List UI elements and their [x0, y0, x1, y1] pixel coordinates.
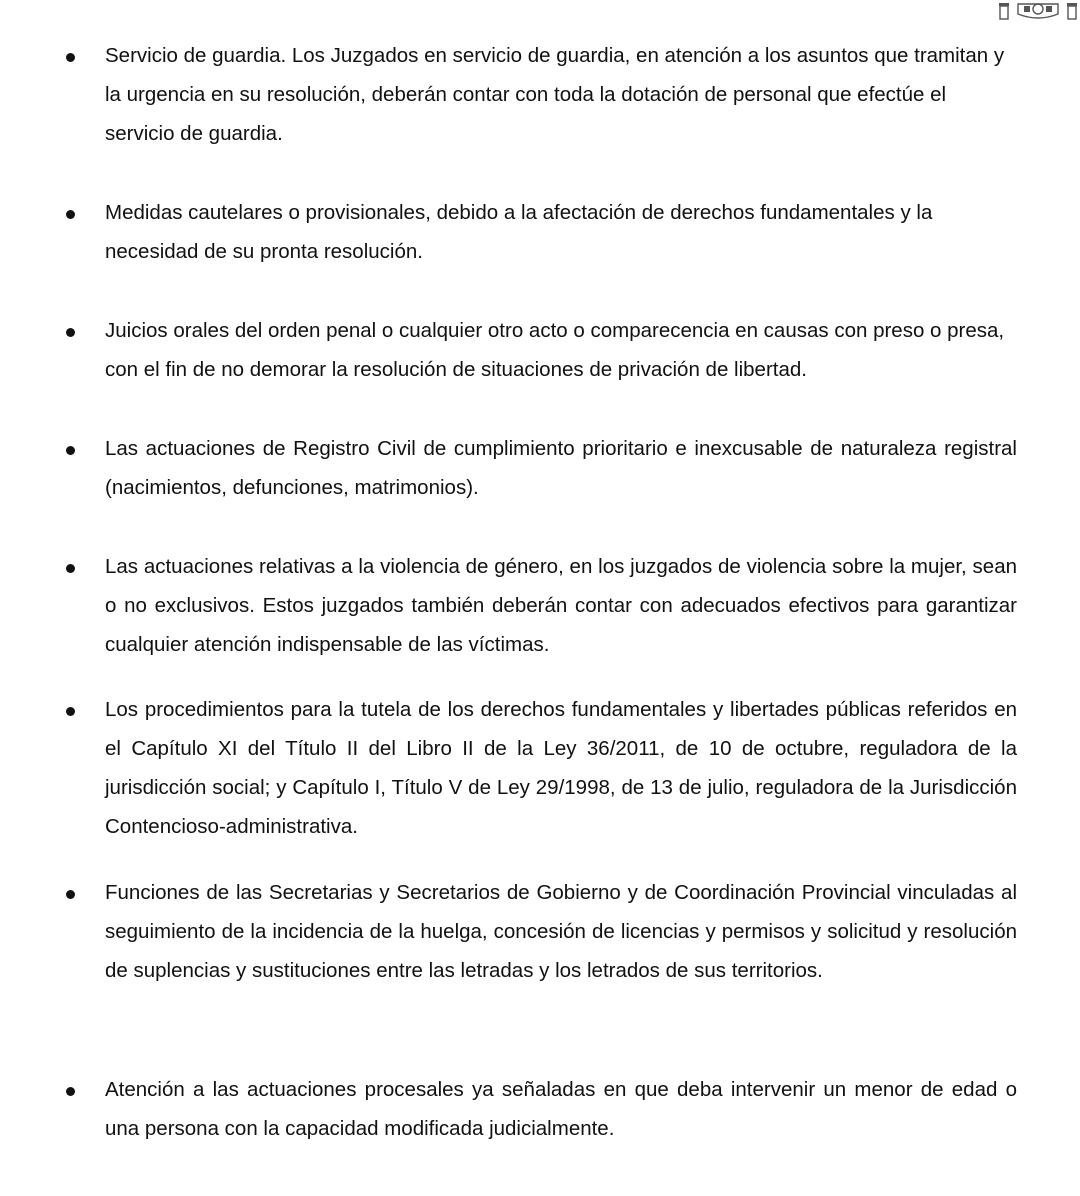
- coat-of-arms-logo: [996, 0, 1080, 20]
- list-item-text: Juicios orales del orden penal o cualquier otro acto o comparecencia en causas con preso o presa, con el fin de no demorar la resolución de situaciones de privación de libertad.: [105, 319, 1005, 381]
- list-item-text: Atención a las actuaciones procesales ya señaladas en que deba intervenir un menor de edad o una persona con la capacidad modificada judicialmente.: [105, 1078, 1017, 1140]
- bullet-icon: [66, 446, 75, 455]
- list-item-text: Medidas cautelares o provisionales, debido a la afectación de derechos fundamentales y la necesidad de su pronta resolución.: [105, 201, 933, 263]
- bullet-icon: [66, 53, 75, 62]
- bullet-icon: [66, 564, 75, 573]
- list-item-text: Las actuaciones de Registro Civil de cumplimiento prioritario e inexcusable de naturaleza registral (nacimientos, defunciones, matrimonios).: [105, 437, 1017, 499]
- list-item-text: Servicio de guardia. Los Juzgados en servicio de guardia, en atención a los asuntos que tramitan y la urgencia en su resolución, deberán contar con toda la dotación de personal que efectúe el servicio de guardia.: [105, 44, 1005, 145]
- bullet-icon: [66, 890, 75, 899]
- bullet-icon: [66, 210, 75, 219]
- list-item-text: Los procedimientos para la tutela de los derechos fundamentales y libertades públicas referidos en el Capítulo XI del Título II del Libro II de la Ley 36/2011, de 10 de octubre, reguladora de la jurisdicción social; y Capítulo I, Título V de Ley 29/1998, de 13 de julio, reguladora de la Jurisdicción Contencioso-administrativa.: [105, 698, 1017, 838]
- crest-icon: [996, 0, 1080, 20]
- list-item-text: Las actuaciones relativas a la violencia de género, en los juzgados de violencia sobre la mujer, sean o no exclusivos. Estos juzgados también deberán contar con adecuados efectivos para garantizar cualquier atención indispensable de las víctimas.: [105, 555, 1017, 656]
- list-item-text: Funciones de las Secretarias y Secretarios de Gobierno y de Coordinación Provincial vinculadas al seguimiento de la incidencia de la huelga, concesión de licencias y permisos y solicitud y resolución de suplencias y sustituciones entre las letradas y los letrados de sus territorios.: [105, 881, 1017, 982]
- bullet-icon: [66, 707, 75, 716]
- bullet-icon: [66, 328, 75, 337]
- bullet-icon: [66, 1087, 75, 1096]
